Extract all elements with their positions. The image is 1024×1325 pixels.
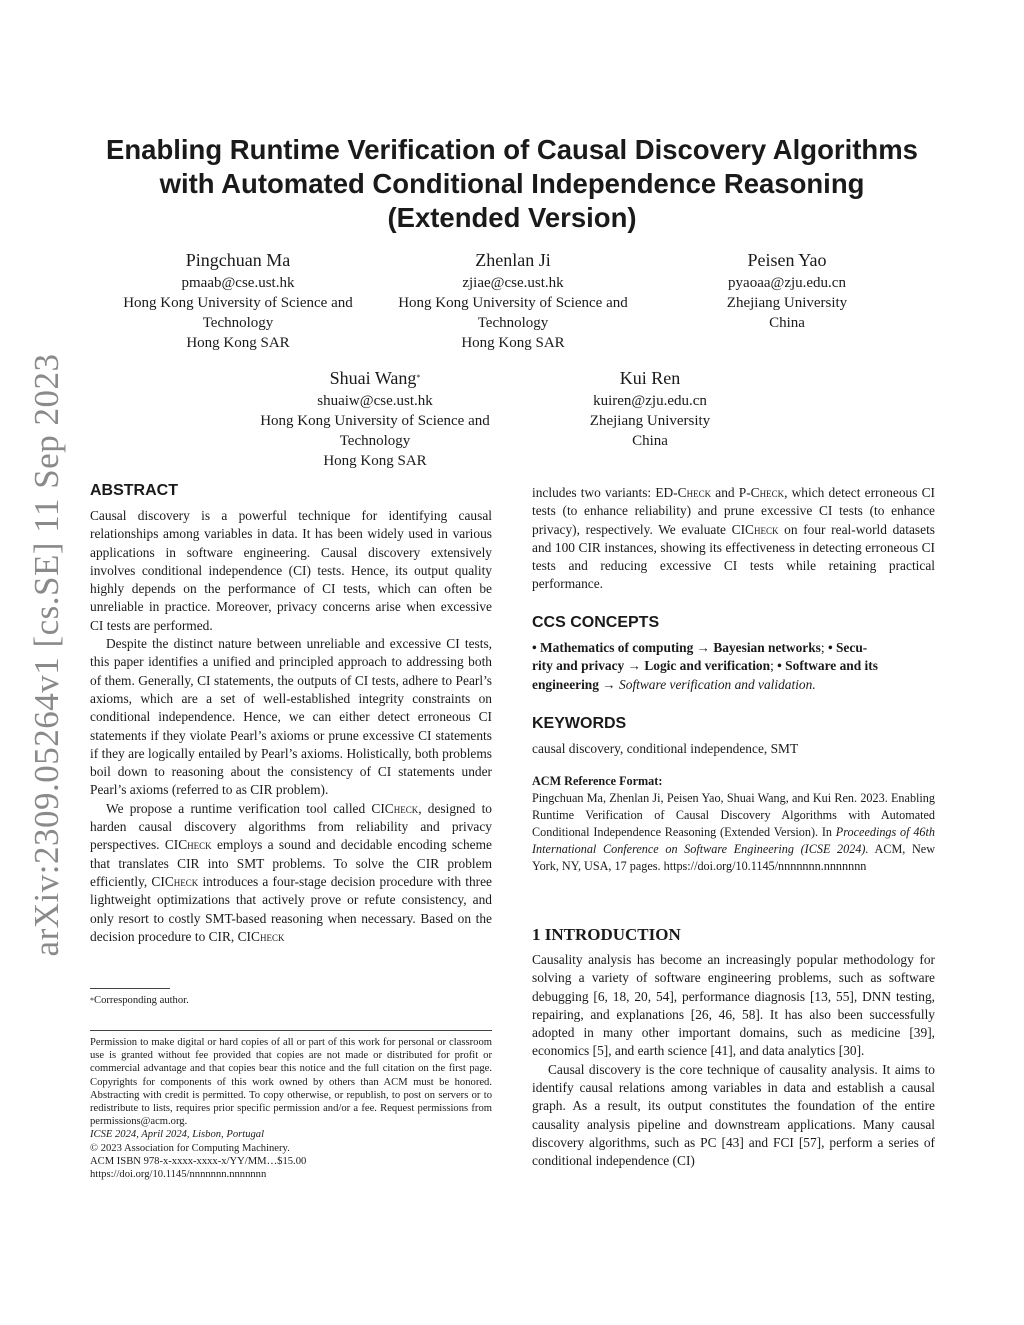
abstract-paragraph: Causal discovery is a powerful technique for identifying causal relationships among variables in data. It has been widely used in various applications in software engineering. Causal discovery extensively involves conditional independence (CI) tests. Hence, its output quality highly depends on the performance of CI tests, which can often be unreliable in practice. Moreover, privacy concerns arise when excessive CI tests are performed. bbox=[90, 508, 492, 633]
reference-text: Pingchuan Ma, Zhenlan Ji, Peisen Yao, Shuai Wang, and Kui Ren. 2023. Enabling Runtime Verification of Causal Discovery Algorithms with Automated Conditional Independence Reasoning (Extended Version). In Proceedings of 46th International Conference on Software Engineering (ICSE 2024). ACM, New York, NY, USA, 17 pages. https://doi.org/10.1145/nnnnnnn.nnnnnnn bbox=[532, 790, 936, 873]
author-name: Kui Ren bbox=[619, 368, 681, 388]
arxiv-stamp: arXiv:2309.05264v1 [cs.SE] 11 Sep 2023 bbox=[27, 353, 66, 957]
author-affiliation: Zhejiang University bbox=[589, 413, 711, 429]
author-affiliation: Hong Kong SAR bbox=[461, 335, 565, 351]
isbn-line: ACM ISBN 978-x-xxxx-xxxx-x/YY/MM…$15.00 bbox=[90, 1155, 307, 1167]
author-affiliation: China bbox=[769, 315, 805, 331]
author-name: Peisen Yao bbox=[747, 250, 827, 270]
title-line-1: Enabling Runtime Verification of Causal Discovery Algorithms bbox=[106, 134, 918, 165]
abstract-paragraph: includes two variants: ED-Check and P-Check, which detect erroneous CI tests (to enhance reliability) and prune excessive CI tests (to enhance privacy), respectively. We evaluate CICheck on four real-world datasets and 100 CIR instances, showing its effectiveness in detecting erroneous CI tests and reducing excessive CI tests while retaining practical performance. bbox=[532, 485, 935, 592]
corresponding-mark: * bbox=[416, 373, 421, 382]
permission-text: Permission to make digital or hard copies of all or part of this work for personal or classroom use is granted without fee provided that copies are not made or distributed for profit or commercial advantage and that copies bear this notice and the full citation on the first page. Copyrights for components of this work owned by others than ACM must be honored. Abstracting with credit is permitted. To copy otherwise, or republish, to post on servers or to redistribute to lists, requires prior specific permission and/or a fee. Request permissions from permissions@acm.org. bbox=[90, 1037, 492, 1128]
author-block bbox=[97, 247, 379, 353]
title-line-2: with Automated Conditional Independence Reasoning bbox=[159, 168, 865, 199]
corresponding-footnote: *Corresponding author. bbox=[90, 995, 189, 1006]
permission-notice bbox=[90, 1036, 492, 1181]
author-affiliation: Hong Kong SAR bbox=[186, 335, 290, 351]
abstract-continuation bbox=[532, 484, 935, 594]
venue-line: ICSE 2024, April 2024, Lisbon, Portugal bbox=[90, 1129, 265, 1141]
intro-paragraph: Causality analysis has become an increasingly popular methodology for solving a variety of software engineering problems, such as software debugging [6, 18, 20, 54], performance diagnosis [13, 55], DNN testing, repairing, and explanations [26, 46, 58]. It has also been successfully adopted in many other important domains, such as medicine [39], economics [5], and earth science [41], and data analytics [30]. bbox=[532, 952, 935, 1059]
author-block bbox=[372, 247, 654, 353]
author-name: Shuai Wang* bbox=[329, 368, 421, 388]
author-email[interactable]: shuaiw@cse.ust.hk bbox=[317, 393, 433, 409]
ccs-heading: CCS CONCEPTS bbox=[532, 614, 660, 631]
paper-title bbox=[60, 133, 964, 235]
footnote-divider bbox=[90, 988, 170, 989]
introduction-heading: 1 INTRODUCTION bbox=[532, 925, 681, 944]
author-block bbox=[529, 365, 771, 451]
author-affiliation: China bbox=[632, 433, 668, 449]
doi-link[interactable]: https://doi.org/10.1145/nnnnnnn.nnnnnnn bbox=[90, 1169, 267, 1181]
author-affiliation: Technology bbox=[339, 433, 411, 449]
author-affiliation: Hong Kong University of Science and bbox=[123, 295, 353, 311]
author-affiliation: Technology bbox=[202, 315, 274, 331]
author-affiliation: Hong Kong SAR bbox=[323, 453, 427, 469]
keywords-text: causal discovery, conditional independence, SMT bbox=[532, 741, 799, 756]
keywords-heading: KEYWORDS bbox=[532, 715, 627, 732]
author-affiliation: Hong Kong University of Science and bbox=[398, 295, 628, 311]
abstract-paragraph: We propose a runtime verification tool called CICheck, designed to harden causal discovery algorithms from reliability and privacy perspectives. CICheck employs a sound and decidable encoding scheme that translates CIR into SMT problems. To solve the CIR problem efficiently, CICheck introduces a four-stage decision procedure with three lightweight optimizations that actively prove or refute consistency, and only resort to costly SMT-based reasoning when necessary. Based on the decision procedure to CIR, CICheck bbox=[90, 800, 492, 944]
title-line-3: (Extended Version) bbox=[387, 202, 637, 233]
reference-heading: ACM Reference Format: bbox=[532, 774, 663, 788]
author-affiliation: Technology bbox=[477, 315, 549, 331]
permission-divider bbox=[90, 1030, 492, 1031]
author-name: Pingchuan Ma bbox=[185, 250, 291, 270]
author-block bbox=[666, 247, 908, 333]
copyright-line: © 2023 Association for Computing Machinery. bbox=[90, 1142, 290, 1154]
ccs-section bbox=[532, 613, 935, 694]
introduction-section bbox=[532, 925, 935, 1171]
abstract-section bbox=[90, 481, 492, 946]
author-email[interactable]: kuiren@zju.edu.cn bbox=[593, 393, 707, 409]
acm-reference-section bbox=[532, 773, 935, 874]
author-email[interactable]: pmaab@cse.ust.hk bbox=[181, 275, 295, 291]
author-affiliation: Hong Kong University of Science and bbox=[260, 413, 490, 429]
abstract-paragraph: Despite the distinct nature between unreliable and excessive CI tests, this paper identifies a unified and principled approach to addressing both of them. Generally, CI statements, the outputs of CI tests, adhere to Pearl’s axioms, which are a set of well-established integrity constraints on conditional independence. Hence, we can either detect erroneous CI statements if they violate Pearl’s axioms or prune excessive CI statements if they are logically entailed by Pearl’s axioms. Holistically, both problems boil down to reasoning about the consistency of CI statements under Pearl’s axioms (referred to as CIR problem). bbox=[90, 636, 492, 798]
author-affiliation: Zhejiang University bbox=[726, 295, 848, 311]
author-email[interactable]: zjiae@cse.ust.hk bbox=[462, 275, 564, 291]
author-name: Zhenlan Ji bbox=[475, 250, 551, 270]
abstract-heading: ABSTRACT bbox=[90, 482, 178, 499]
ccs-concepts: • Mathematics of computing → Bayesian networks; • Secu- rity and privacy → Logic and verification; • Software and its engineering → Software verification and validation. bbox=[532, 640, 878, 692]
intro-paragraph: Causal discovery is the core technique of causality analysis. It aims to identify causal relations among variables in data and establish a causal graph. As a result, its output constitutes the foundation of the entire causality analysis pipeline and downstream applications. Many causal discovery algorithms, such as PC [43] and FCI [57], perform a series of conditional independence (CI) bbox=[532, 1061, 935, 1169]
keywords-section bbox=[532, 714, 935, 758]
author-block bbox=[234, 365, 516, 471]
author-email[interactable]: pyaoaa@zju.edu.cn bbox=[728, 275, 846, 291]
